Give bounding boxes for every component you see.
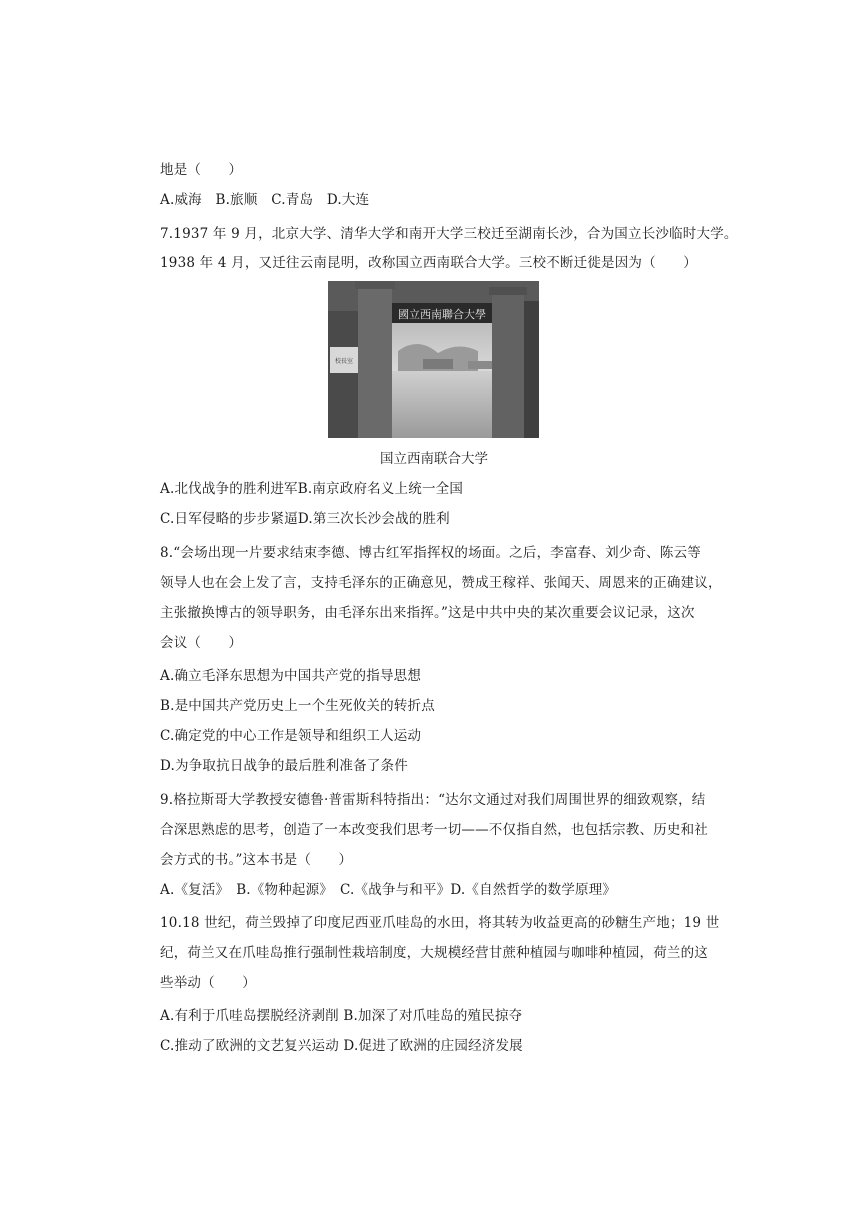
q8-option-a: A.确立毛泽东思想为中国共产党的指导思想 bbox=[160, 668, 422, 684]
q9-options: A.《复活》 B.《物种起源》 C.《战争与和平》D.《自然哲学的数学原理》 bbox=[160, 882, 617, 898]
q8-option-b: B.是中国共产党历史上一个生死攸关的转折点 bbox=[160, 698, 435, 714]
q10-options-ab: A.有利于爪哇岛摆脱经济剥削 B.加深了对爪哇岛的殖民掠夺 bbox=[160, 1008, 523, 1024]
q9-stem-line2: 合深思熟虑的思考，创造了一本改变我们思考一切——不仅指自然，也包括宗教、历史和社 bbox=[160, 822, 708, 838]
q10-stem-line1: 10.18 世纪，荷兰毁掉了印度尼西亚爪哇岛的水田，将其转为收益更高的砂糖生产地；19 世 bbox=[160, 915, 720, 931]
q10-stem-line3: 些举动（ ） bbox=[160, 975, 256, 991]
q9-stem-line1: 9.格拉斯哥大学教授安德鲁·普雷斯科特指出：“达尔文通过对我们周围世界的细致观察，结 bbox=[160, 792, 706, 808]
q6-stem-end: 地是（ ） bbox=[160, 162, 243, 178]
photo-caption: 国立西南联合大学 bbox=[380, 451, 488, 467]
q7-options-ab: A.北伐战争的胜利进军B.南京政府名义上统一全国 bbox=[160, 481, 464, 497]
lianda-gate-photo bbox=[328, 281, 539, 438]
side-sign-text: 校長室 bbox=[334, 358, 354, 365]
q8-stem-line3: 主张撤换博古的领导职务，由毛泽东出来指挥。”这是中共中央的某次重要会议记录，这次 bbox=[160, 605, 695, 621]
q10-stem-line2: 纪，荷兰又在爪哇岛推行强制性栽培制度，大规模经营甘蔗种植园与咖啡种植园，荷兰的这 bbox=[160, 945, 708, 961]
q9-stem-line3: 会方式的书。”这本书是（ ） bbox=[160, 852, 353, 868]
q8-stem-line4: 会议（ ） bbox=[160, 635, 243, 651]
q6-options: A.威海 B.旅顺 C.青岛 D.大连 bbox=[160, 192, 370, 208]
q8-stem-line1: 8.“会场出现一片要求结束李德、博古红军指挥权的场面。之后，李富春、刘少奇、陈云等 bbox=[160, 545, 701, 561]
q7-options-cd: C.日军侵略的步步紧逼D.第三次长沙会战的胜利 bbox=[160, 511, 450, 527]
gate-sign-text: 國立西南聯合大學 bbox=[398, 308, 486, 321]
q8-stem-line2: 领导人也在会上发了言，支持毛泽东的正确意见，赞成王稼祥、张闻天、周恩来的正确建议， bbox=[160, 575, 722, 591]
q10-options-cd: C.推动了欧洲的文艺复兴运动 D.促进了欧洲的庄园经济发展 bbox=[160, 1038, 523, 1054]
q8-option-c: C.确定党的中心工作是领导和组织工人运动 bbox=[160, 728, 422, 744]
q7-stem-line1: 7.1937 年 9 月，北京大学、清华大学和南开大学三校迁至湖南长沙，合为国立长沙临时大学。 bbox=[160, 226, 738, 242]
q8-option-d: D.为争取抗日战争的最后胜利准备了条件 bbox=[160, 758, 408, 774]
q7-stem-line2: 1938 年 4 月，又迁往云南昆明，改称国立西南联合大学。三校不断迁徙是因为（ ） bbox=[160, 255, 697, 271]
